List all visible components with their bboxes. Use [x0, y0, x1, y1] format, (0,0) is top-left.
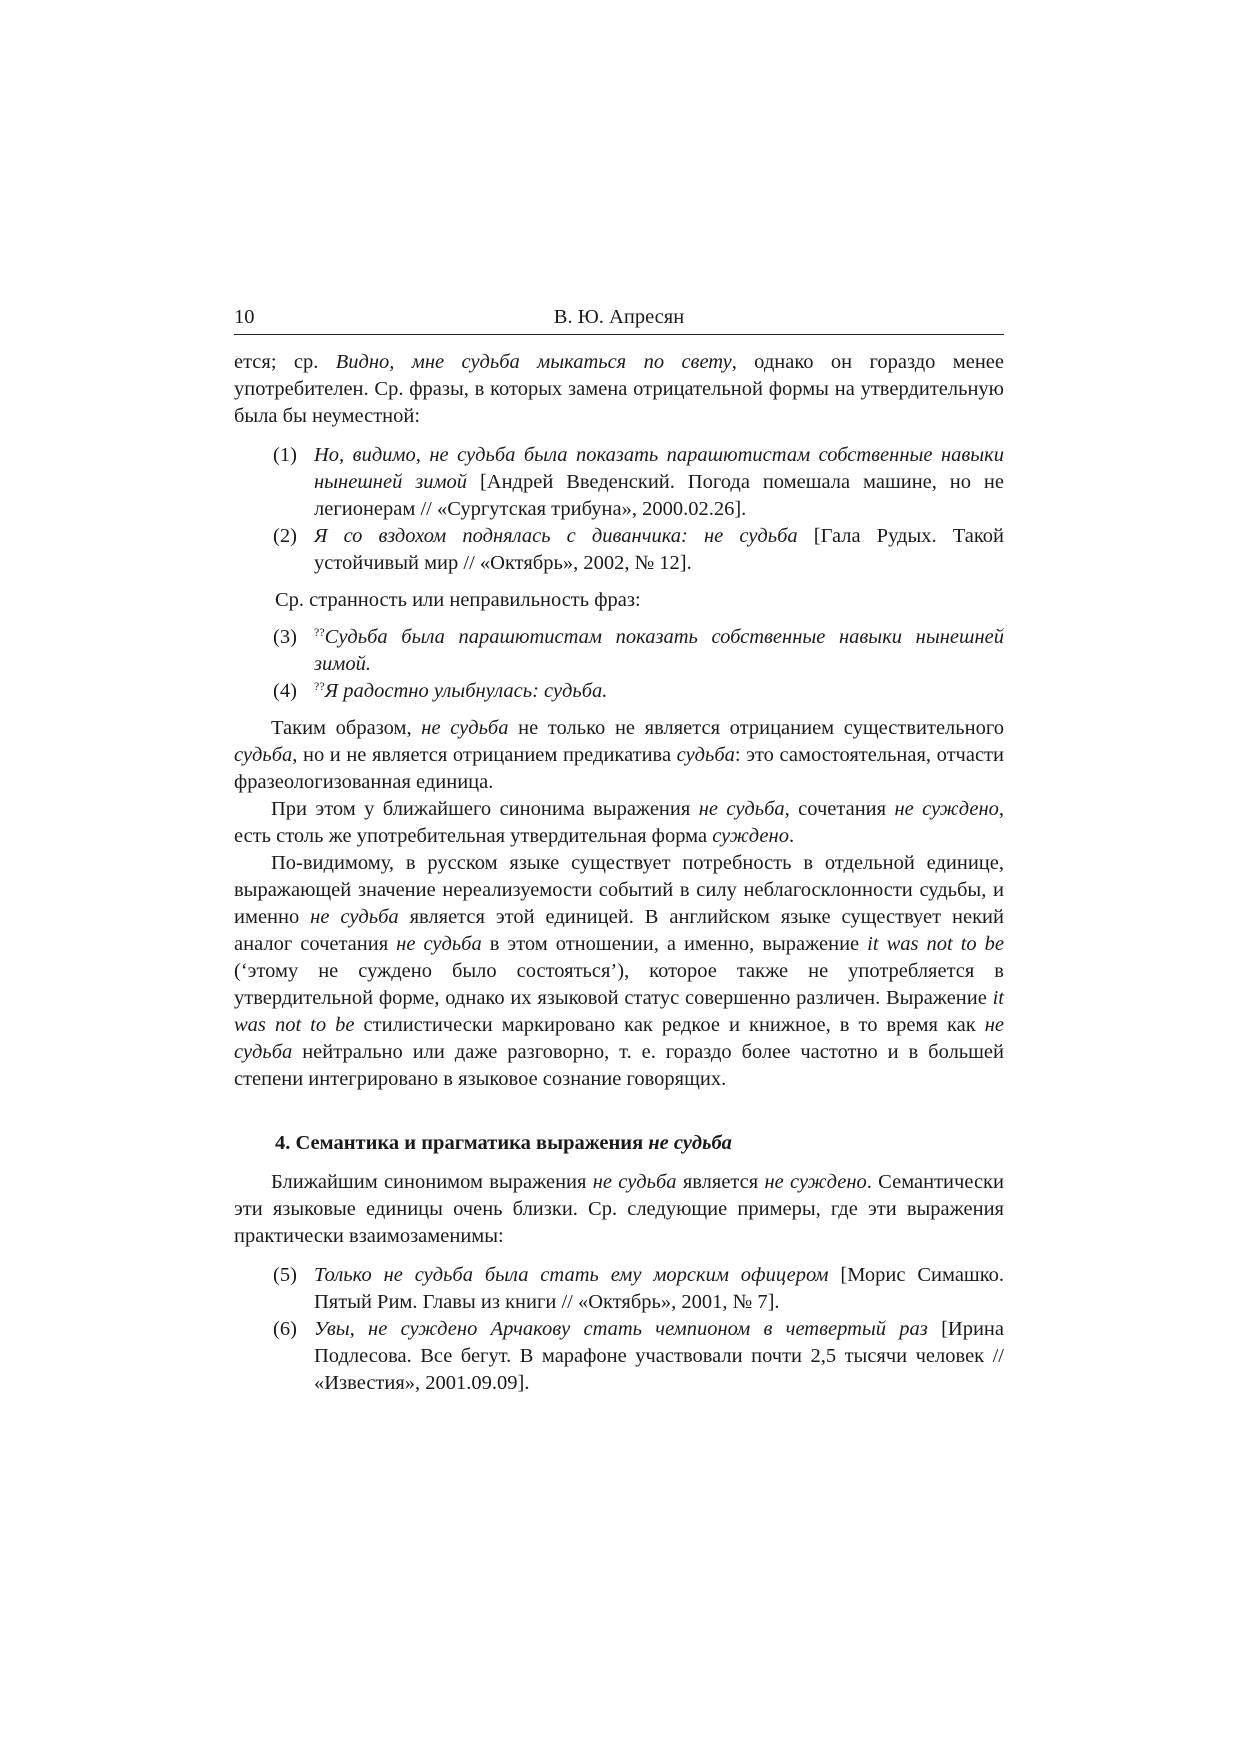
example-number: (1) [273, 444, 297, 466]
paragraph-conclusion: Таким образом, не судьба не только не является отрицанием существительного судьба, но и не является отрицанием предикатива судьба: это самостоятельная, отчасти фразеологизованная единица. [234, 717, 1004, 793]
section-heading: 4. Семантика и прагматика выражения не судьба [275, 1132, 732, 1154]
running-header-author: В. Ю. Апресян [553, 306, 685, 328]
paragraph-synonym: При этом у ближайшего синонима выражения не судьба, сочетания не суждено, есть столь же употребительная утвердительная форма суждено. [234, 798, 1005, 847]
page-number: 10 [234, 306, 255, 328]
example-3: (3) ??Судьба была парашютистам показать собственные навыки нынешней зимой. [273, 625, 1004, 675]
example-1: (1) Но, видимо, не судьба была показать парашютистам собственные навыки нынешней зимой [Андрей Введенский. Погода помешала машине, но не легионерам // «Сургутская трибуна», 2000.02.26]. [273, 444, 1004, 520]
paragraph-cf: Ср. странность или неправильность фраз: [275, 589, 641, 611]
paragraph-continuation: ется; ср. Видно, мне судьба мыкаться по свету, однако он гораздо менее употребителен. Ср. фразы, в которых замена отрицательной формы на утвердительную была бы неуместной: [234, 351, 1004, 427]
paragraph-english-analog: По-видимому, в русском языке существует потребность в отдельной единице, выражающей значение нереализуемости событий в силу неблагосклонности судьбы, и именно не судьба является этой единицей. В английском языке существует некий аналог сочетания не судьба в этом отношении, а именно, выражение it was not to be (‘этому не суждено было состояться’), которое также не употребляется в утвердительной форме, однако их языковой статус совершенно различен. Выражение it was not to be стилистически маркировано как редкое и книжное, в то время как не судьба нейтрально или даже разговорно, т. е. гораздо более частотно и в большей степени интегрировано в языковое сознание говорящих. [234, 852, 1004, 1090]
example-5: (5) Только не судьба была стать ему морским офицером [Морис Симашко. Пятый Рим. Главы из книги // «Октябрь», 2001, № 7]. [273, 1264, 1004, 1313]
example-4: (4) ??Я радостно улыбнулась: судьба. [234, 678, 1004, 705]
example-number: (5) [273, 1264, 297, 1286]
example-number: (6) [273, 1318, 297, 1340]
example-number: (3) [273, 626, 297, 648]
acceptability-mark: ?? [314, 679, 325, 693]
acceptability-mark: ?? [314, 625, 325, 639]
example-number: (2) [273, 525, 297, 547]
paragraph-section-intro: Ближайшим синонимом выражения не судьба является не суждено. Семантически эти языковые единицы очень близки. Ср. следующие примеры, где эти выражения практически взаимозаменимы: [234, 1171, 1004, 1247]
example-number: (4) [273, 680, 297, 702]
example-2: (2) Я со вздохом поднялась с диванчика: не судьба [Гала Рудых. Такой устойчивый мир // «Октябрь», 2002, № 12]. [273, 525, 1004, 574]
running-header [234, 304, 1004, 335]
page [234, 304, 1004, 1397]
example-6: (6) Увы, не суждено Арчакову стать чемпионом в четвертый раз [Ирина Подлесова. Все бегут. В марафоне участвовали почти 2,5 тысячи человек // «Известия», 2001.09.09]. [273, 1318, 1004, 1394]
